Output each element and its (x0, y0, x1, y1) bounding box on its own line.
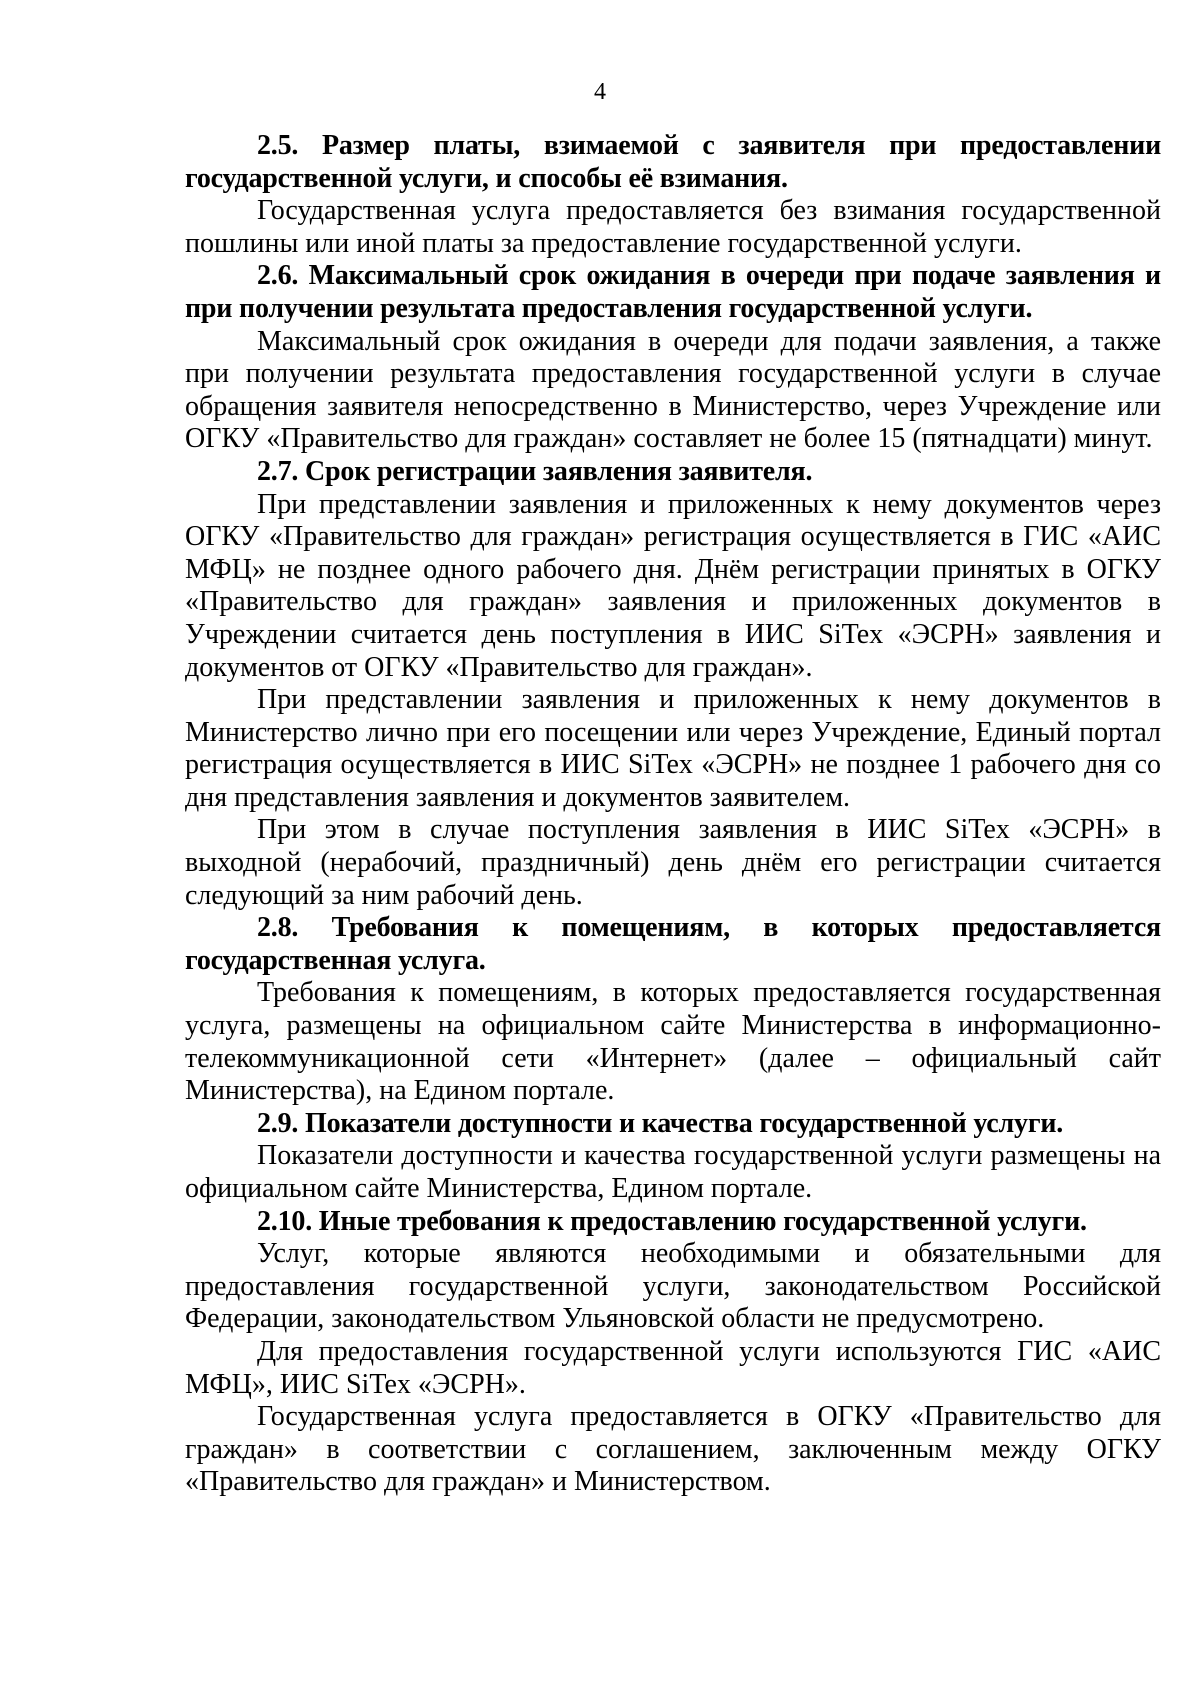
section-2-7-paragraph-2: При представлении заявления и приложенных к нему документов в Министерство лично при его посещении или через Учреждение, Единый портал регистрация осуществляется в ИИС SiTex «ЭСРН» не позднее 1 рабочего дня со дня представления заявления и документов заявителем. (185, 684, 1161, 813)
section-2-8-heading: 2.8. Требования к помещениям, в которых предоставляется государственная услуга. (185, 912, 1161, 976)
section-2-6-heading: 2.6. Максимальный срок ожидания в очереди при подаче заявления и при получении результата предоставления государственной услуги. (185, 260, 1161, 324)
section-2-5-paragraph: Государственная услуга предоставляется без взимания государственной пошлины или иной платы за предоставление государственной услуги. (185, 195, 1161, 259)
section-2-10-heading: 2.10. Иные требования к предоставлению государственной услуги. (257, 1205, 1087, 1237)
section-2-10-paragraph-1: Услуг, которые являются необходимыми и обязательными для предоставления государственной услуги, законодательством Российской Федерации, законодательством Ульяновской области не предусмотрено. (185, 1238, 1161, 1335)
section-2-7-heading: 2.7. Срок регистрации заявления заявителя. (257, 455, 813, 487)
page-number: 4 (594, 79, 606, 105)
section-2-7-paragraph-3: При этом в случае поступления заявления в ИИС SiTex «ЭСРН» в выходной (нерабочий, праздничный) день днём его регистрации считается следующий за ним рабочий день. (185, 814, 1161, 911)
section-2-7-paragraph-1: При представлении заявления и приложенных к нему документов через ОГКУ «Правительство для граждан» регистрация осуществляется в ГИС «АИС МФЦ» не позднее одного рабочего дня. Днём регистрации принятых в ОГКУ «Правительство для граждан» заявления и приложенных документов в Учреждении считается день поступления в ИИС SiTex «ЭСРН» заявления и документов от ОГКУ «Правительство для граждан». (185, 488, 1161, 683)
section-2-9-heading: 2.9. Показатели доступности и качества государственной услуги. (257, 1107, 1064, 1139)
document-body (185, 130, 1161, 1499)
section-2-5-heading: 2.5. Размер платы, взимаемой с заявителя при предоставлении государственной услуги, и способы её взимания. (185, 130, 1161, 194)
section-2-6-paragraph: Максимальный срок ожидания в очереди для подачи заявления, а также при получении результата предоставления государственной услуги в случае обращения заявителя непосредственно в Министерство, через Учреждение или ОГКУ «Правительство для граждан» составляет не более 15 (пятнадцати) минут. (185, 325, 1161, 455)
section-2-10-paragraph-3: Государственная услуга предоставляется в ОГКУ «Правительство для граждан» в соответствии с соглашением, заключенным между ОГКУ «Правительство для граждан» и Министерством. (185, 1401, 1161, 1498)
section-2-10-paragraph-2: Для предоставления государственной услуги используются ГИС «АИС МФЦ», ИИС SiTex «ЭСРН». (185, 1335, 1161, 1400)
section-2-8-paragraph: Требования к помещениям, в которых предоставляется государственная услуга, размещены на официальном сайте Министерства в информационно-телекоммуникационной сети «Интернет» (далее – официальный сайт Министерства), на Едином портале. (185, 977, 1161, 1107)
section-2-9-paragraph: Показатели доступности и качества государственной услуги размещены на официальном сайте Министерства, Едином портале. (185, 1140, 1161, 1204)
